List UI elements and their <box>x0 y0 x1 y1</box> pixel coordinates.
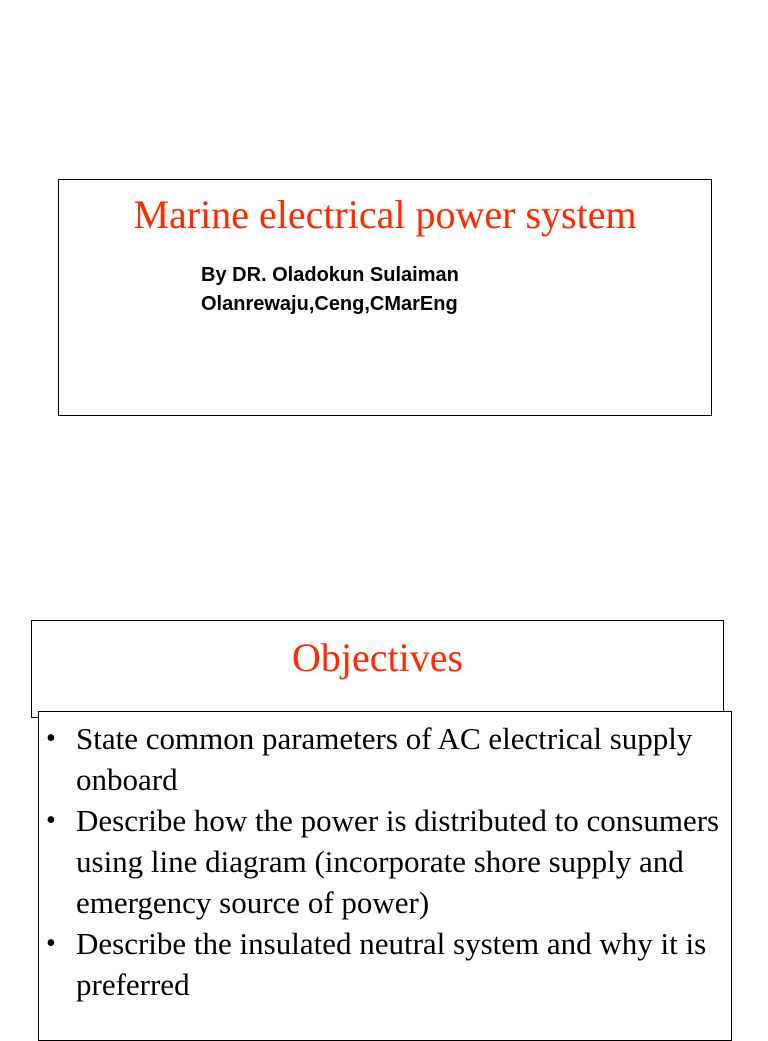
bullet-text: Describe the insulated neutral system and why it is preferred <box>76 926 707 1002</box>
bullet-text: Describe how the power is distributed to consumers using line diagram (incorporate shore supply and emergency source of power) <box>76 803 720 920</box>
list-item <box>39 800 731 923</box>
author-line-2: Olanrewaju,Ceng,CMarEng <box>201 293 458 315</box>
presentation-title: Marine electrical power system <box>133 192 637 237</box>
bullet-icon: • <box>46 928 56 959</box>
objectives-body-box <box>38 711 732 1041</box>
author-credit <box>201 261 459 319</box>
objectives-title-box <box>31 620 724 718</box>
objectives-title: Objectives <box>291 635 464 680</box>
bullet-text: State common parameters of AC electrical supply onboard <box>76 721 693 797</box>
list-item <box>39 923 731 1005</box>
objectives-list <box>39 718 731 1005</box>
list-item <box>39 718 731 800</box>
title-slide <box>58 179 712 416</box>
author-line-1: By DR. Oladokun Sulaiman <box>201 264 459 286</box>
bullet-icon: • <box>46 723 56 754</box>
bullet-icon: • <box>46 805 56 836</box>
